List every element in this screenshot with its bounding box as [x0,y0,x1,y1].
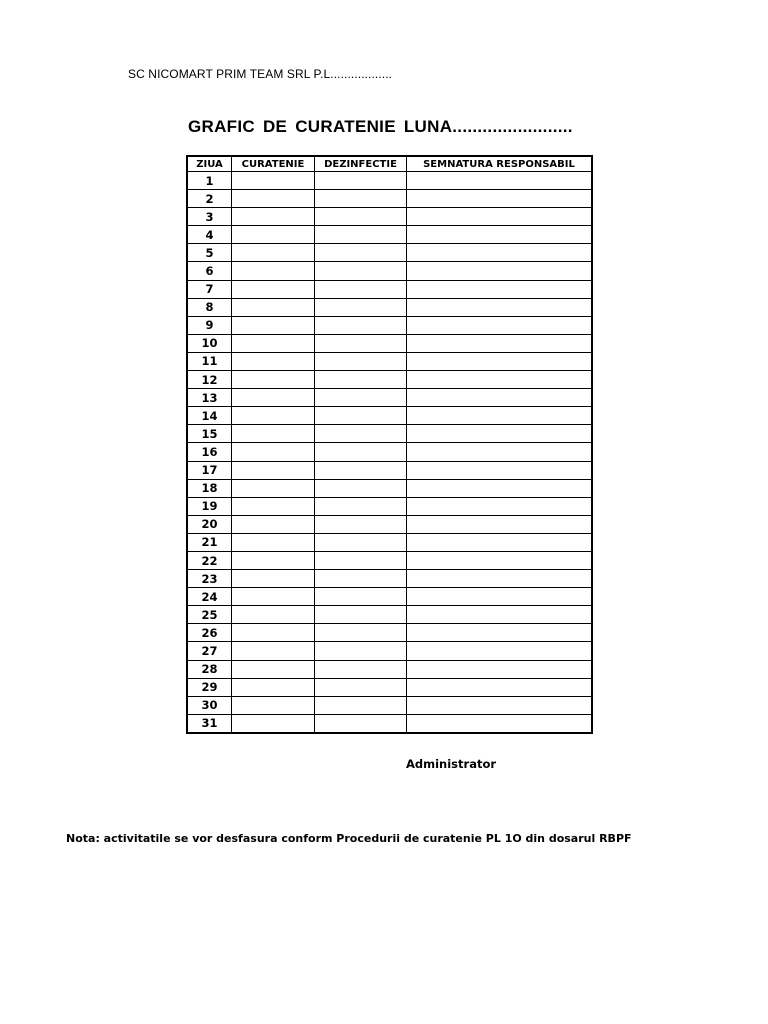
disinfection-cell [315,606,407,624]
day-number-cell: 8 [187,298,232,316]
day-number-cell: 28 [187,660,232,678]
cleaning-cell [232,479,315,497]
table-row [187,208,592,226]
day-number-cell: 23 [187,570,232,588]
table-row [187,678,592,696]
signature-cell [407,570,593,588]
day-number-cell: 10 [187,334,232,352]
signature-cell [407,515,593,533]
day-number-cell: 26 [187,624,232,642]
cleaning-cell [232,407,315,425]
table-row [187,316,592,334]
cleaning-cell [232,244,315,262]
table-row [187,696,592,714]
table-row [187,551,592,569]
cleaning-cell [232,551,315,569]
day-number-cell: 14 [187,407,232,425]
cleaning-cell [232,226,315,244]
disinfection-cell [315,262,407,280]
day-number-cell: 18 [187,479,232,497]
document-title: GRAFIC DE CURATENIE LUNA........................ [188,117,573,136]
table-row [187,226,592,244]
disinfection-cell [315,407,407,425]
table-row [187,660,592,678]
disinfection-cell [315,551,407,569]
column-header-day: ZIUA [187,156,232,172]
signature-cell [407,588,593,606]
table-row [187,190,592,208]
day-number-cell: 6 [187,262,232,280]
day-number-cell: 7 [187,280,232,298]
day-number-cell: 29 [187,678,232,696]
cleaning-cell [232,714,315,733]
cleaning-cell [232,208,315,226]
signature-cell [407,443,593,461]
disinfection-cell [315,190,407,208]
disinfection-cell [315,678,407,696]
disinfection-cell [315,714,407,733]
signature-cell [407,642,593,660]
table-row [187,624,592,642]
day-number-cell: 9 [187,316,232,334]
signature-cell [407,497,593,515]
disinfection-cell [315,244,407,262]
disinfection-cell [315,588,407,606]
cleaning-cell [232,678,315,696]
cleaning-cell [232,624,315,642]
day-number-cell: 16 [187,443,232,461]
table-row [187,244,592,262]
day-number-cell: 5 [187,244,232,262]
table-row [187,172,592,190]
column-header-signature: SEMNATURA RESPONSABIL [407,156,593,172]
cleaning-cell [232,316,315,334]
day-number-cell: 27 [187,642,232,660]
day-number-cell: 25 [187,606,232,624]
disinfection-cell [315,533,407,551]
day-number-cell: 20 [187,515,232,533]
administrator-signature-label: Administrator [406,757,497,771]
signature-cell [407,660,593,678]
signature-cell [407,678,593,696]
day-number-cell: 3 [187,208,232,226]
table-body [187,172,592,733]
day-number-cell: 17 [187,461,232,479]
disinfection-cell [315,497,407,515]
day-number-cell: 13 [187,389,232,407]
table-header-row [187,156,592,172]
disinfection-cell [315,425,407,443]
signature-cell [407,316,593,334]
signature-cell [407,714,593,733]
table-row [187,425,592,443]
signature-cell [407,172,593,190]
table-row [187,479,592,497]
day-number-cell: 4 [187,226,232,244]
column-header-cleaning: CURATENIE [232,156,315,172]
table-row [187,515,592,533]
signature-cell [407,352,593,370]
table-row [187,407,592,425]
day-number-cell: 30 [187,696,232,714]
table-row [187,389,592,407]
cleaning-cell [232,172,315,190]
disinfection-cell [315,515,407,533]
cleaning-cell [232,280,315,298]
signature-cell [407,696,593,714]
signature-cell [407,624,593,642]
signature-cell [407,533,593,551]
table-row [187,497,592,515]
day-number-cell: 24 [187,588,232,606]
table-row [187,461,592,479]
signature-cell [407,606,593,624]
footer-note: Nota: activitatile se vor desfasura conform Procedurii de curatenie PL 1O din dosarul RBPF [66,832,632,845]
cleaning-cell [232,389,315,407]
table-row [187,533,592,551]
cleaning-cell [232,515,315,533]
disinfection-cell [315,443,407,461]
table-row [187,371,592,389]
table-row [187,642,592,660]
cleaning-cell [232,642,315,660]
table-row [187,606,592,624]
cleaning-cell [232,371,315,389]
table-row [187,298,592,316]
disinfection-cell [315,298,407,316]
table-row [187,714,592,733]
day-number-cell: 12 [187,371,232,389]
cleaning-cell [232,497,315,515]
signature-cell [407,461,593,479]
day-number-cell: 15 [187,425,232,443]
column-header-disinfection: DEZINFECTIE [315,156,407,172]
disinfection-cell [315,352,407,370]
signature-cell [407,425,593,443]
disinfection-cell [315,570,407,588]
cleaning-schedule-table [186,155,593,734]
disinfection-cell [315,642,407,660]
day-number-cell: 11 [187,352,232,370]
disinfection-cell [315,334,407,352]
day-number-cell: 21 [187,533,232,551]
signature-cell [407,298,593,316]
disinfection-cell [315,696,407,714]
disinfection-cell [315,226,407,244]
disinfection-cell [315,624,407,642]
signature-cell [407,190,593,208]
signature-cell [407,551,593,569]
signature-cell [407,208,593,226]
disinfection-cell [315,280,407,298]
day-number-cell: 31 [187,714,232,733]
cleaning-cell [232,262,315,280]
cleaning-cell [232,533,315,551]
company-header: SC NICOMART PRIM TEAM SRL P.L.................. [128,67,393,81]
disinfection-cell [315,461,407,479]
signature-cell [407,280,593,298]
cleaning-cell [232,190,315,208]
table-row [187,588,592,606]
table-row [187,280,592,298]
cleaning-cell [232,298,315,316]
disinfection-cell [315,316,407,334]
table-row [187,262,592,280]
cleaning-cell [232,588,315,606]
disinfection-cell [315,371,407,389]
disinfection-cell [315,479,407,497]
signature-cell [407,479,593,497]
disinfection-cell [315,389,407,407]
day-number-cell: 22 [187,551,232,569]
signature-cell [407,334,593,352]
cleaning-cell [232,352,315,370]
signature-cell [407,226,593,244]
table-row [187,443,592,461]
signature-cell [407,262,593,280]
disinfection-cell [315,208,407,226]
cleaning-cell [232,461,315,479]
signature-cell [407,244,593,262]
cleaning-cell [232,443,315,461]
signature-cell [407,407,593,425]
cleaning-cell [232,570,315,588]
cleaning-cell [232,425,315,443]
day-number-cell: 1 [187,172,232,190]
signature-cell [407,371,593,389]
cleaning-cell [232,606,315,624]
disinfection-cell [315,660,407,678]
disinfection-cell [315,172,407,190]
cleaning-cell [232,660,315,678]
cleaning-cell [232,334,315,352]
signature-cell [407,389,593,407]
day-number-cell: 19 [187,497,232,515]
table-row [187,334,592,352]
table-row [187,570,592,588]
day-number-cell: 2 [187,190,232,208]
table-row [187,352,592,370]
cleaning-cell [232,696,315,714]
